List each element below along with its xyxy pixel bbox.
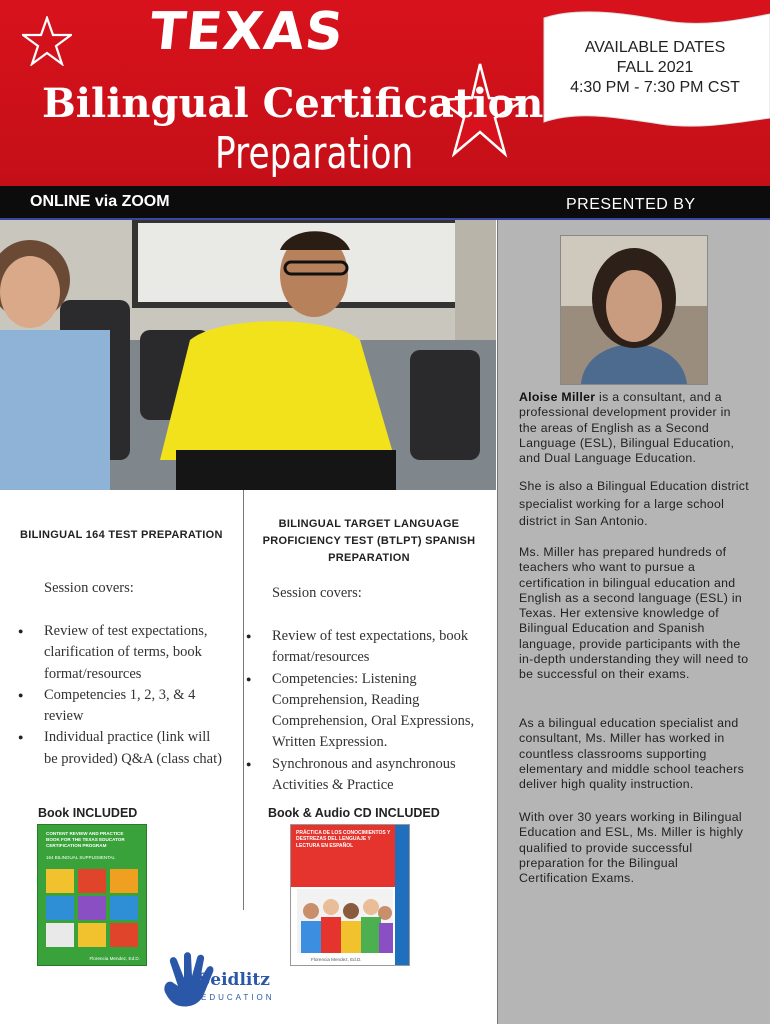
col2-book-label: Book & Audio CD INCLUDED <box>268 806 440 820</box>
column-divider <box>243 490 244 910</box>
star-icon <box>22 16 72 66</box>
list-item: ● Competencies: Listening Comprehension, Reading Comprehension, Oral Expressions, Written Expression. <box>246 669 486 754</box>
book2-title: PRÁCTICA DE LOS CONOCIMIENTOS Y DESTREZAS DEL LENGUAJE Y LECTURA EN ESPAÑOL <box>296 830 391 849</box>
book2-author: Florencia Mendez, Ed.D. <box>311 957 362 962</box>
title-bilingual-certification: Bilingual Certification <box>42 80 544 127</box>
col2-session-covers: Session covers: <box>272 585 362 601</box>
book1-title: CONTENT REVIEW AND PRACTICE BOOK FOR THE TEXAS EDUCATOR CERTIFICATION PROGRAM <box>46 831 125 848</box>
list-item: ● Individual practice (link will be provided) Q&A (class chat) <box>18 727 223 770</box>
book2-children-photo <box>297 889 393 953</box>
presenter-bio-4: As a bilingual education specialist and consultant, Ms. Miller has worked in countless classrooms supporting elementary and middle school teachers deliver high quality instruction. <box>519 716 745 792</box>
title-texas: TEXAS <box>146 2 347 62</box>
col1-book-label: Book INCLUDED <box>38 806 138 820</box>
book-cover-164 <box>37 824 147 966</box>
online-via-zoom: ONLINE via ZOOM <box>30 193 170 210</box>
book1-photo-grid <box>46 869 138 947</box>
list-item: ● Review of test expectations, clarification of terms, book format/resources <box>18 621 223 685</box>
students-photo <box>0 220 496 490</box>
col1-list <box>18 621 223 770</box>
seidlitz-logo-name: Seidlitz <box>198 970 270 990</box>
presenter-bio-1 <box>519 390 749 466</box>
presenter-bio-2: She is also a Bilingual Education district specialist working for a large school district in San Antonio. <box>519 479 749 528</box>
presenter-bio-1-rest: is a consultant, and a professional development provider in the areas of English as a Second Language (ESL), Bilingual Education, and Dual Language Education. <box>519 390 735 466</box>
seidlitz-logo-sub: EDUCATION <box>201 993 275 1002</box>
dates-line-3: 4:30 PM - 7:30 PM CST <box>570 79 740 96</box>
list-item: ● Synchronous and asynchronous Activities & Practice <box>246 754 486 797</box>
col2-list <box>246 626 486 796</box>
presenter-portrait <box>560 235 708 385</box>
list-item: ● Competencies 1, 2, 3, & 4 review <box>18 685 223 728</box>
presenter-name: Aloise Miller <box>519 390 596 404</box>
presented-by: PRESENTED BY <box>566 196 696 213</box>
book1-author: Florencia Mendez, Ed.D. <box>89 956 140 961</box>
book1-subtitle: 164 BILINGUAL SUPPLEMENTAL <box>46 855 116 860</box>
presenter-bio-3: Ms. Miller has prepared hundreds of teachers who want to pursue a certification in bilingual education and English as a second language (ESL) in Texas. Her extensive knowledge of Bilingual Education and Spanish language, provide participants with the in-depth understanding they will need to be successful on their exams. <box>519 545 749 682</box>
book-cover-btlpt <box>290 824 410 966</box>
presenter-bio-5: With over 30 years working in Bilingual Education and ESL, Ms. Miller is highly qualified to provide successful preparation for the Bilingual Certification Exams. <box>519 810 744 886</box>
col1-session-covers: Session covers: <box>44 580 134 596</box>
list-item: ● Review of test expectations, book format/resources <box>246 626 486 669</box>
col1-heading: BILINGUAL 164 TEST PREPARATION <box>20 529 223 541</box>
available-dates <box>550 38 760 98</box>
col2-heading: BILINGUAL TARGET LANGUAGE PROFICIENCY TEST (BTLPT) SPANISH PREPARATION <box>262 518 476 564</box>
dates-line-2: FALL 2021 <box>616 59 694 76</box>
dates-line-1: AVAILABLE DATES <box>584 39 726 56</box>
title-preparation: Preparation <box>215 128 414 179</box>
